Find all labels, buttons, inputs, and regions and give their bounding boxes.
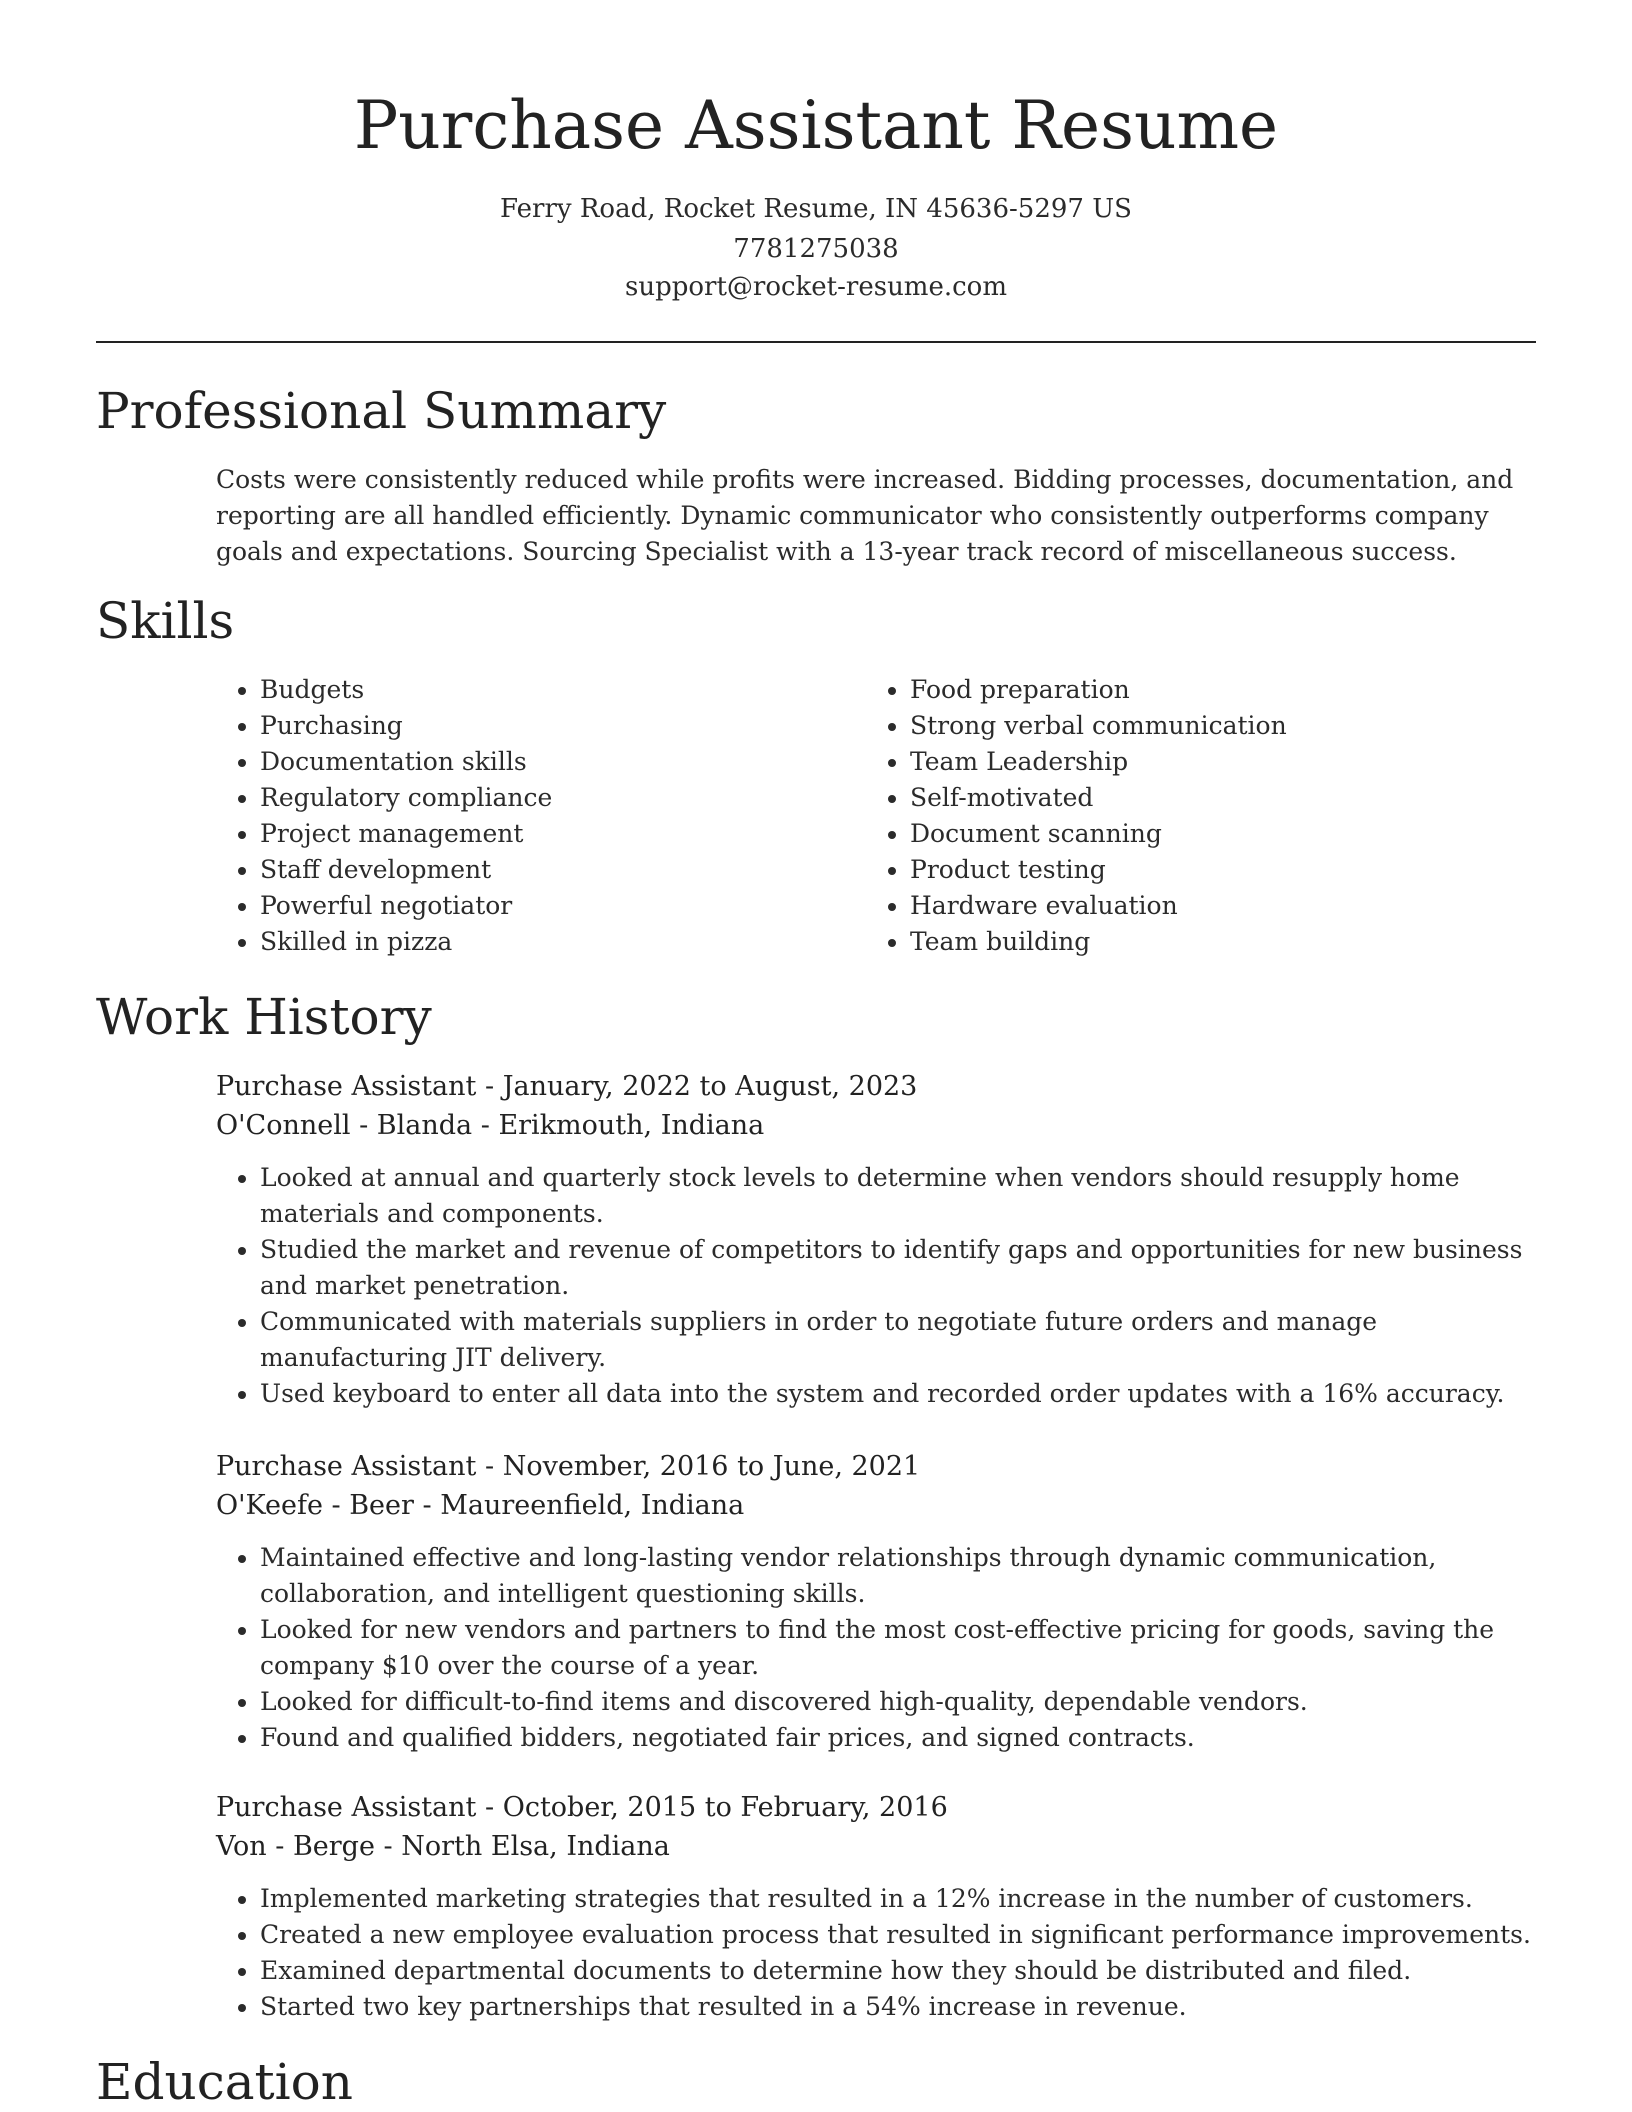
separator: - — [374, 1831, 402, 1862]
separator: - — [476, 1071, 503, 1102]
separator: - — [413, 1490, 441, 1521]
resume-title: Purchase Assistant Resume — [353, 87, 1279, 164]
skill-item: • Documentation skills — [260, 744, 860, 780]
work-history-heading: Work History — [96, 988, 432, 1046]
skill-item: • Team building — [910, 924, 1530, 960]
skills-list-left — [216, 672, 860, 960]
skill-item: • Budgets — [260, 672, 860, 708]
job-bullet: • Maintained effective and long-lasting vendor relationships through dynamic communication, collaboration, and intelligent questioning skills. — [260, 1540, 1536, 1612]
job-bullets — [216, 1540, 1536, 1756]
job-bullet: • Studied the market and revenue of competitors to identify gaps and opportunities for new business and market penetration. — [260, 1232, 1536, 1304]
education-heading: Education — [96, 2053, 353, 2111]
separator: - — [476, 1792, 503, 1823]
job-bullet: • Implemented marketing strategies that resulted in a 12% increase in the number of customers. — [260, 1881, 1536, 1917]
skill-item: • Skilled in pizza — [260, 924, 860, 960]
job-title: Purchase Assistant — [216, 1071, 477, 1102]
skill-item: • Product testing — [910, 852, 1530, 888]
job-title-line — [216, 1788, 1536, 1827]
job-dates: November, 2016 to June, 2021 — [502, 1451, 921, 1482]
job-bullet: • Used keyboard to enter all data into the system and recorded order updates with a 16% accuracy. — [260, 1376, 1536, 1412]
job-title: Purchase Assistant — [216, 1451, 477, 1482]
job-entry — [216, 1788, 1536, 2025]
job-company-line — [216, 1486, 1536, 1525]
skill-item: • Staff development — [260, 852, 860, 888]
job-company: O'Keefe - Beer — [216, 1490, 414, 1521]
job-bullets — [216, 1881, 1536, 2025]
job-title: Purchase Assistant — [216, 1792, 477, 1823]
job-bullets — [216, 1160, 1536, 1412]
job-company-line — [216, 1827, 1536, 1866]
job-bullet: • Found and qualified bidders, negotiated fair prices, and signed contracts. — [260, 1720, 1536, 1756]
job-title-line — [216, 1447, 1536, 1486]
skill-item: • Strong verbal communication — [910, 708, 1530, 744]
job-company: Von - Berge — [216, 1831, 375, 1862]
skill-item: • Purchasing — [260, 708, 860, 744]
job-company-line — [216, 1106, 1536, 1145]
skill-item: • Project management — [260, 816, 860, 852]
job-location: Erikmouth, Indiana — [498, 1110, 765, 1141]
summary-text: Costs were consistently reduced while profits were increased. Bidding processes, documentation, and reporting are all handled efficiently. Dynamic communicator who consistently outperforms company goals and expectations. Sourcing Specialist with a 13-year track record of miscellaneous success. — [216, 465, 1514, 566]
skill-item: • Powerful negotiator — [260, 888, 860, 924]
job-bullet: • Looked for new vendors and partners to find the most cost-effective pricing for goods, saving the company $10 over the course of a year. — [260, 1612, 1536, 1684]
job-bullet: • Examined departmental documents to determine how they should be distributed and filed. — [260, 1953, 1536, 1989]
skills-list-right — [866, 672, 1530, 960]
job-entry — [216, 1067, 1536, 1412]
job-location: North Elsa, Indiana — [401, 1831, 670, 1862]
contact-email: support@rocket-resume.com — [624, 272, 1007, 302]
skill-item: • Regulatory compliance — [260, 780, 860, 816]
skill-item: • Team Leadership — [910, 744, 1530, 780]
contact-address: Ferry Road, Rocket Resume, IN 45636-5297 US — [500, 194, 1132, 224]
job-dates: January, 2022 to August, 2023 — [502, 1071, 918, 1102]
skill-item: • Hardware evaluation — [910, 888, 1530, 924]
skill-item: • Self-motivated — [910, 780, 1530, 816]
job-bullet: • Looked at annual and quarterly stock levels to determine when vendors should resupply home materials and components. — [260, 1160, 1536, 1232]
job-location: Maureenfield, Indiana — [440, 1490, 745, 1521]
separator: - — [472, 1110, 499, 1141]
skills-heading: Skills — [96, 592, 235, 650]
job-bullet: • Looked for difficult-to-find items and discovered high-quality, dependable vendors. — [260, 1684, 1536, 1720]
job-bullet: • Started two key partnerships that resulted in a 54% increase in revenue. — [260, 1989, 1536, 2025]
job-bullet: • Communicated with materials suppliers in order to negotiate future orders and manage manufacturing JIT delivery. — [260, 1304, 1536, 1376]
skill-item: • Document scanning — [910, 816, 1530, 852]
job-bullet: • Created a new employee evaluation process that resulted in significant performance improvements. — [260, 1917, 1536, 1953]
header-divider — [96, 341, 1536, 343]
separator: - — [476, 1451, 503, 1482]
job-title-line — [216, 1067, 1536, 1106]
contact-phone: 7781275038 — [733, 234, 899, 264]
summary-heading: Professional Summary — [96, 382, 667, 440]
job-dates: October, 2015 to February, 2016 — [502, 1792, 948, 1823]
skill-item: • Food preparation — [910, 672, 1530, 708]
job-entry — [216, 1447, 1536, 1756]
job-company: O'Connell - Blanda — [216, 1110, 473, 1141]
